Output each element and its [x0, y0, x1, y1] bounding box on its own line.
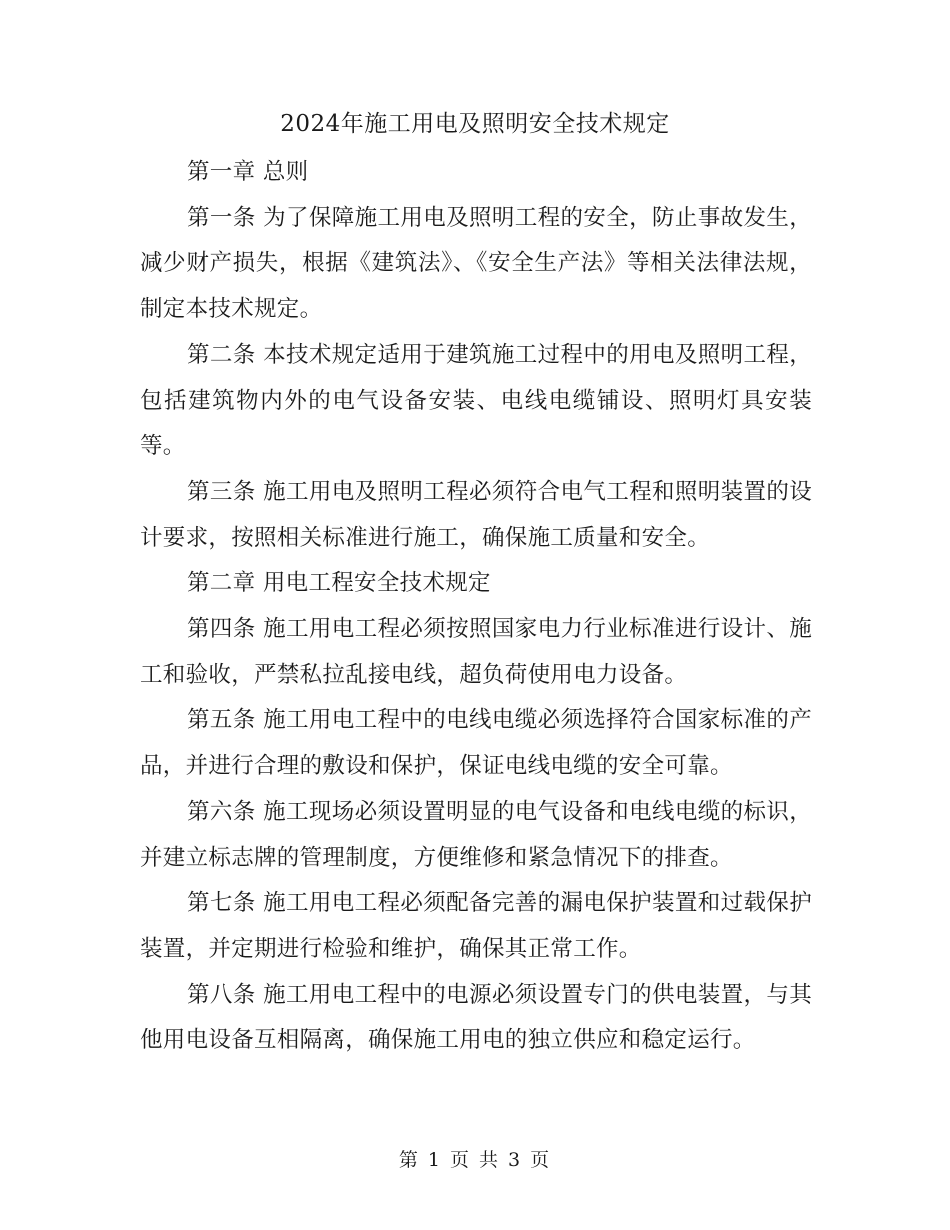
document-body	[140, 150, 812, 1064]
page-footer: 第 1 页 共 3 页	[398, 1149, 552, 1171]
article-paragraph: 第七条 施工用电工程必须配备完善的漏电保护装置和过载保护装置，并定期进行检验和维护，确保其正常工作。	[140, 890, 812, 962]
article-paragraph: 第一条 为了保障施工用电及照明工程的安全，防止事故发生，减少财产损失，根据《建筑法》、《安全生产法》等相关法律法规，制定本技术规定。	[140, 204, 812, 323]
document-title: 2024年施工用电及照明安全技术规定	[280, 111, 670, 137]
chapter-heading: 第一章 总则	[187, 159, 309, 185]
article-paragraph: 第五条 施工用电工程中的电线电缆必须选择符合国家标准的产品，并进行合理的敷设和保护，保证电线电缆的安全可靠。	[140, 707, 812, 780]
chapter-heading: 第二章 用电工程安全技术规定	[187, 570, 491, 597]
article-paragraph: 第二条 本技术规定适用于建筑施工过程中的用电及照明工程，包括建筑物内外的电气设备安装、电线电缆铺设、照明灯具安装等。	[140, 341, 812, 460]
article-paragraph: 第八条 施工用电工程中的电源必须设置专门的供电装置，与其他用电设备互相隔离，确保施工用电的独立供应和稳定运行。	[140, 981, 812, 1054]
article-paragraph: 第六条 施工现场必须设置明显的电气设备和电线电缆的标识，并建立标志牌的管理制度，方便维修和紧急情况下的排查。	[140, 798, 812, 871]
article-paragraph: 第四条 施工用电工程必须按照国家电力行业标准进行设计、施工和验收，严禁私拉乱接电线，超负荷使用电力设备。	[140, 616, 812, 688]
article-paragraph: 第三条 施工用电及照明工程必须符合电气工程和照明装置的设计要求，按照相关标准进行施工，确保施工质量和安全。	[140, 478, 812, 551]
